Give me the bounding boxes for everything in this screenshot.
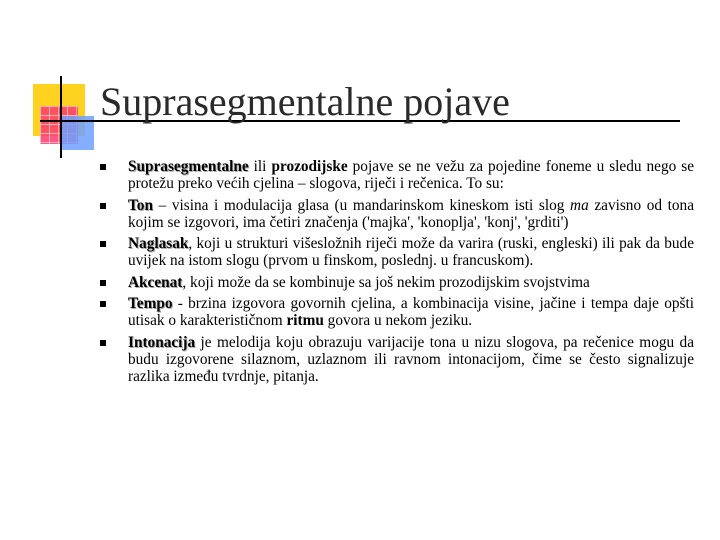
bullet-text: - brzina izgovora govornih cjelina, a kombinacija visine, jačine i tempa daje opšti utisak o karakterističnom — [128, 295, 694, 330]
bullet-square-icon — [100, 280, 106, 286]
bullet-list — [100, 158, 694, 390]
bullet-square-icon — [100, 340, 106, 346]
keyword: Suprasegmentalne — [128, 158, 249, 175]
keyword: Akcenat — [128, 273, 183, 291]
bullet-text: pojave se ne vežu za pojedine foneme u sledu nego se protežu preko većih cjelina – slogova, riječi i rečenica. To su: — [128, 158, 694, 193]
keyword: Intonacija — [128, 333, 196, 351]
bullet-item — [100, 274, 694, 291]
bullet-text: – visina i modulacija glasa (u mandarinskom kineskom isti slog — [152, 196, 571, 214]
bullet-text: ili — [248, 158, 272, 175]
bullet-text: zavisno od tona kojim se izgovori, ima četiri značenja ('majka', 'konoplja', 'konj', 'grditi') — [128, 196, 694, 231]
bullet-text: , koji u strukturi višesložnih riječi može da varira (ruski, engleski) ili pak da bude uvijek na istom slogu (prvom u finskom, poslednj. u francuskom). — [128, 235, 694, 270]
bullet-square-icon — [100, 301, 106, 307]
bullet-item — [100, 295, 694, 330]
bullet-item — [100, 334, 694, 386]
bullet-square-icon — [100, 241, 106, 247]
bullet-square-icon — [100, 164, 106, 170]
keyword: ritmu — [286, 312, 324, 330]
bullet-item — [100, 235, 694, 270]
keyword: Naglasak — [128, 235, 189, 253]
bullet-text: je melodija koju obrazuju varijacije tona u nizu slogova, pa rečenice mogu da budu izgovorene silaznom, uzlaznom ili ravnom intonacijom, čime se često signalizuje razlika između tvrdnje, pitanja. — [128, 333, 694, 386]
bullet-square-icon — [100, 203, 106, 209]
keyword: Tempo — [128, 295, 173, 313]
bullet-text: govora u nekom jeziku. — [323, 312, 473, 330]
keyword: Ton — [128, 196, 153, 214]
keyword: prozodijske — [271, 158, 348, 175]
slide-title: Suprasegmentalne pojave — [100, 79, 510, 124]
bullet-item — [100, 158, 694, 193]
decor-vertical-line — [60, 76, 62, 158]
bullet-item — [100, 197, 694, 232]
bullet-text: , koji može da se kombinuje sa još nekim prozodijskim svojstvima — [182, 273, 590, 291]
italic-term: ma — [570, 196, 589, 214]
